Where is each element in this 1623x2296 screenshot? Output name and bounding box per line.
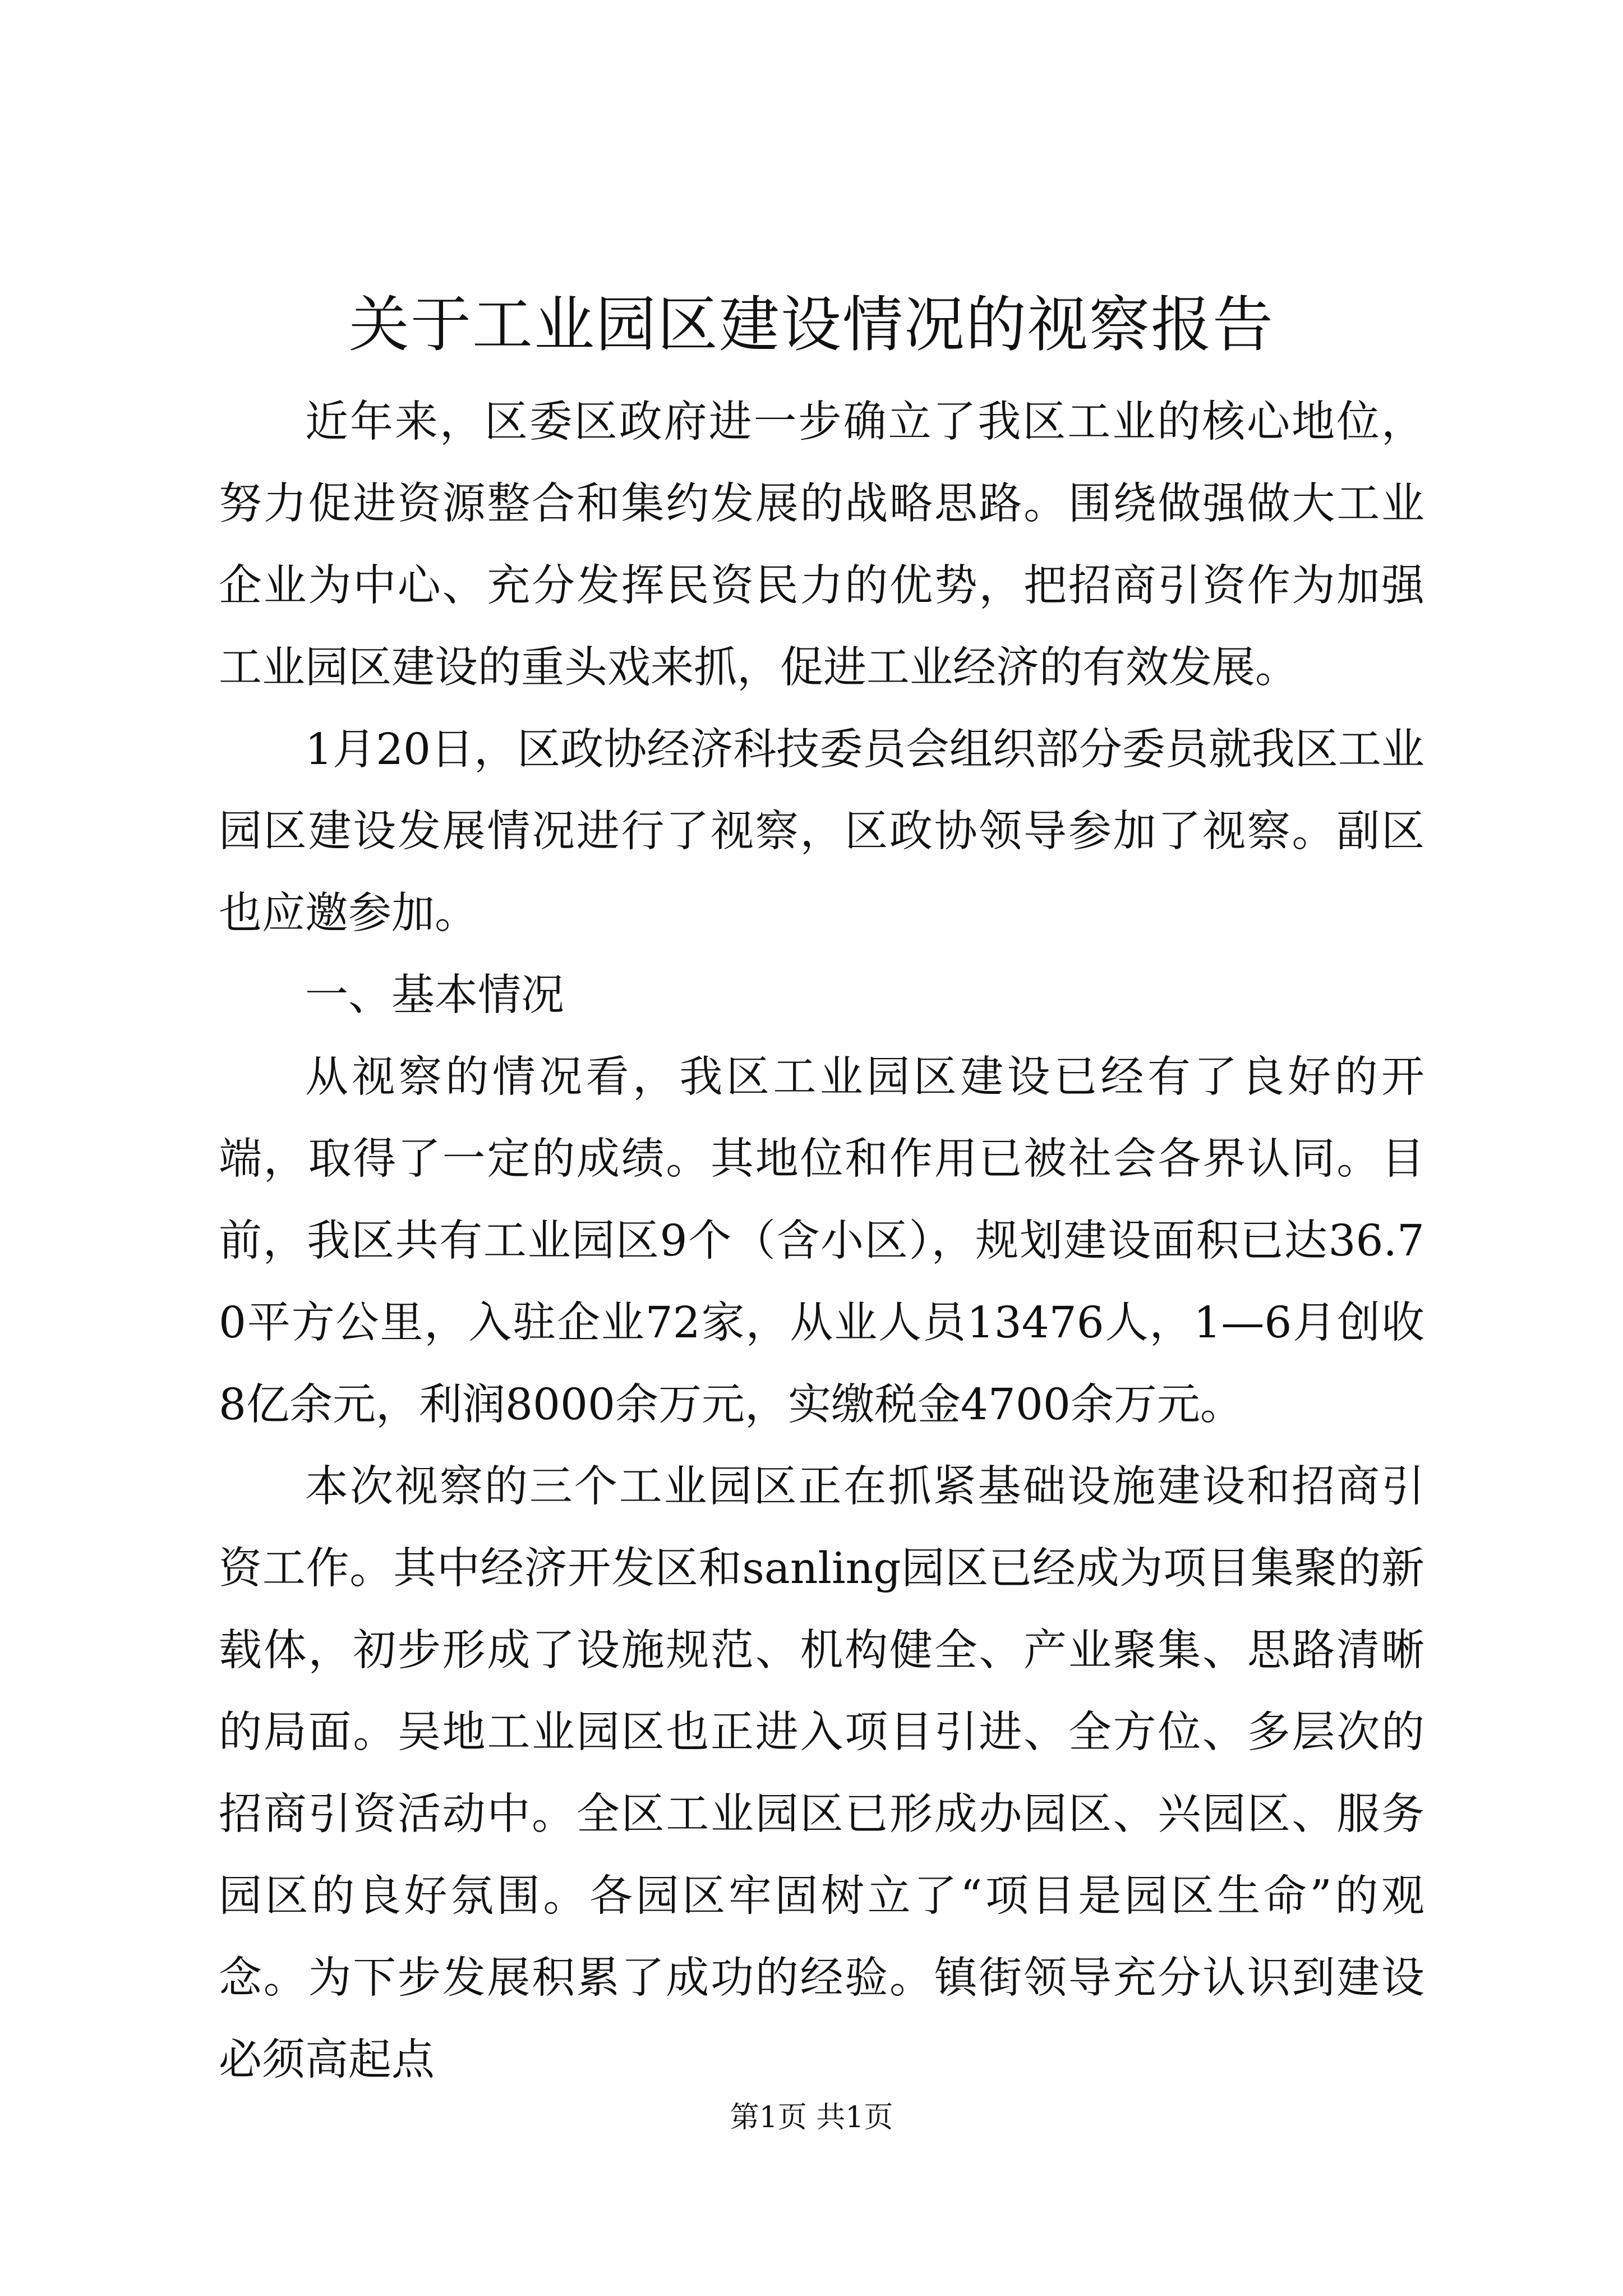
paragraph-parks: 本次视察的三个工业园区正在抓紧基础设施建设和招商引资工作。其中经济开发区和sanling园区已经成为项目集聚的新载体，初步形成了设施规范、机构健全、产业聚集、思路清晰的局面。吴地工业园区也正进入项目引进、全方位、多层次的招商引资活动中。全区工业园区已形成办园区、兴园区、服务园区的良好氛围。各园区牢固树立了“项目是园区生命”的观念。为下步发展积累了成功的经验。镇街领导充分认识到建设必须高起点 — [219, 1462, 1424, 2085]
page-title: 关于工业园区建设情况的视察报告 — [348, 290, 1274, 360]
paragraph-overview: 从视察的情况看，我区工业园区建设已经有了良好的开端，取得了一定的成绩。其地位和作用已被社会各界认同。目前，我区共有工业园区9个（含小区），规划建设面积已达36.70平方公里，入驻企业72家，从业人员13476人，1—6月创收8亿余元，利润8000余万元，实缴税金4700余万元。 — [219, 1052, 1424, 1430]
page-number-footer: 第1页 共1页 — [730, 2101, 893, 2134]
document-body — [219, 381, 1424, 2101]
section-heading-basic: 一、基本情况 — [305, 970, 564, 1020]
paragraph-visit: 1月20日，区政协经济科技委员会组织部分委员就我区工业园区建设发展情况进行了视察，区政协领导参加了视察。副区也应邀参加。 — [219, 725, 1424, 938]
paragraph-intro: 近年来，区委区政府进一步确立了我区工业的核心地位，努力促进资源整合和集约发展的战略思路。围绕做强做大工业企业为中心、充分发挥民资民力的优势，把招商引资作为加强工业园区建设的重头戏来抓，促进工业经济的有效发展。 — [219, 397, 1424, 693]
